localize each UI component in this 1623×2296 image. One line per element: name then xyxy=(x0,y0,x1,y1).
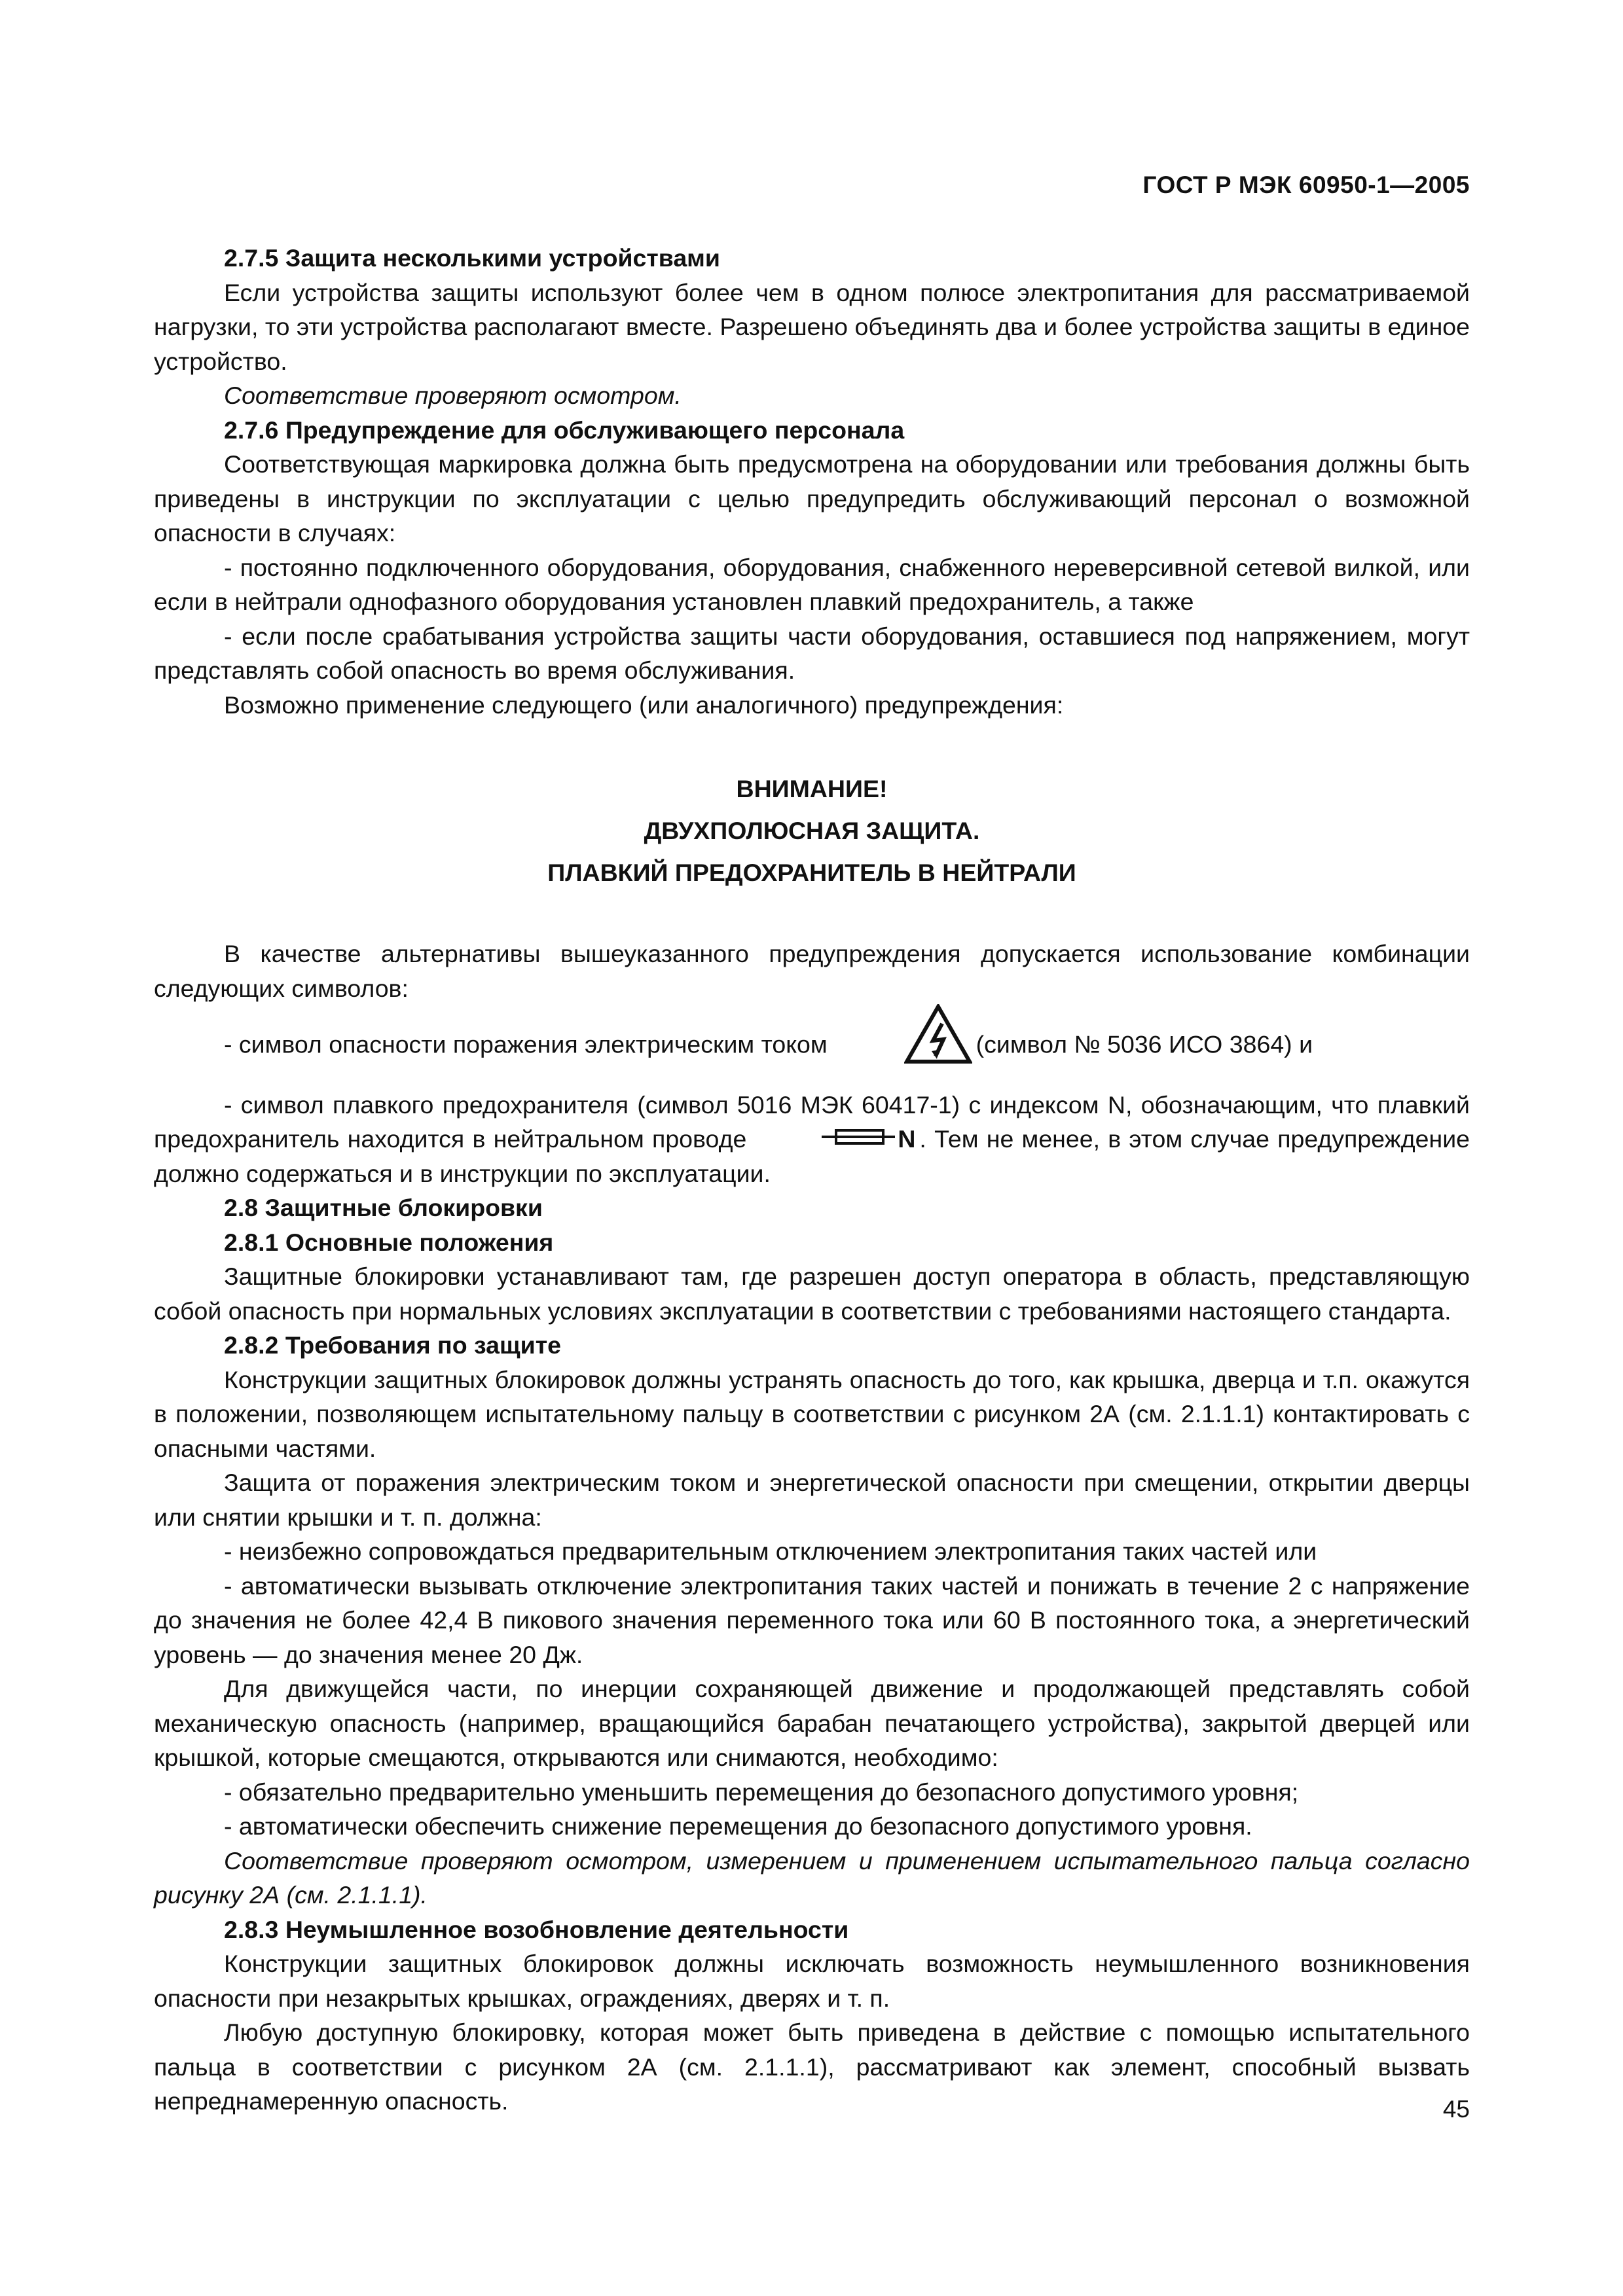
section-2-7-6-heading: 2.7.6 Предупреждение для обслуживающего персонала xyxy=(224,416,905,444)
section-2-8-heading: 2.8 Защитные блокировки xyxy=(224,1194,543,1221)
list-item: - неизбежно сопровождаться предварительным отключением электропитания таких частей или xyxy=(224,1537,1317,1565)
paragraph: Любую доступную блокировку, которая может быть приведена в действие с помощью испытательного пальца в соответствии с рисунком 2А (см. 2.1.1.1), рассматривают как элемент, способный вызвать непреднамеренную опасность. xyxy=(154,2018,1470,2115)
paragraph: Соответствующая маркировка должна быть предусмотрена на оборудовании или требования должны быть приведены в инструкции по эксплуатации с целью предупредить обслуживающий персонал о возможной опасности в случаях: xyxy=(154,450,1470,547)
list-item: - если после срабатывания устройства защиты части оборудования, оставшиеся под напряжением, могут представлять собой опасность во время обслуживания. xyxy=(154,622,1470,684)
section-2-8-3-heading: 2.8.3 Неумышленное возобновление деятельности xyxy=(224,1915,849,1943)
list-item: - автоматически вызывать отключение электропитания таких частей и понижать в течение 2 с напряжение до значения не более 42,4 В пикового значения переменного тока или 60 В постоянного тока, а энергетический уровень — до значения менее 20 Дж. xyxy=(154,1571,1470,1668)
paragraph: Возможно применение следующего (или аналогичного) предупреждения: xyxy=(224,691,1064,719)
paragraph: В качестве альтернативы вышеуказанного предупреждения допускается использование комбинации следующих символов: xyxy=(154,940,1470,1002)
paragraph: Защита от поражения электрическим током и энергетической опасности при смещении, открытии дверцы или снятии крышки и т. п. должна: xyxy=(154,1469,1470,1531)
compliance-note: Соответствие проверяют осмотром. xyxy=(224,382,682,409)
document-page xyxy=(154,0,1470,2296)
high-voltage-warning-icon xyxy=(834,1004,972,1073)
paragraph: Для движущейся части, по инерции сохраняющей движение и продолжающей представлять собой механическую опасность (например, вращающийся барабан печатающего устройства), закрытой дверцей или крышкой, которые смещаются, открываются или снимаются, необходимо: xyxy=(154,1675,1470,1771)
page-number: 45 xyxy=(1442,2096,1470,2123)
fuse-icon xyxy=(752,1121,898,1156)
fuse-symbol-text: - символ плавкого предохранителя (символ 5016 МЭК 60417-1) с индексом N, обозначающим, что плавкий предохранитель находится в нейтральном проводе xyxy=(154,1090,1470,1153)
document-body xyxy=(154,241,1470,2119)
list-item-hv-symbol xyxy=(154,1020,1470,1073)
list-item-fuse-symbol xyxy=(154,1088,1470,1191)
hv-symbol-text: - символ опасности поражения электрическим током xyxy=(224,1030,828,1058)
document-header: ГОСТ Р МЭК 60950-1—2005 xyxy=(1142,171,1470,198)
section-2-8-2-heading: 2.8.2 Требования по защите xyxy=(224,1331,561,1359)
hv-symbol-ref: (символ № 5036 ИСО 3864) и xyxy=(976,1030,1313,1058)
paragraph: Защитные блокировки устанавливают там, где разрешен доступ оператора в область, представляющую собой опасность при нормальных условиях эксплуатации в соответствии с требованиями настоящего стандарта. xyxy=(154,1263,1470,1325)
paragraph: Если устройства защиты используют более чем в одном полюсе электропитания для рассматриваемой нагрузки, то эти устройства располагают вместе. Разрешено объединять два и более устройства защиты в единое устройство. xyxy=(154,278,1470,375)
neutral-index-label: N xyxy=(898,1125,916,1153)
compliance-note: Соответствие проверяют осмотром, измерением и применением испытательного пальца согласно рисунку 2А (см. 2.1.1.1). xyxy=(154,1846,1470,1909)
list-item: - обязательно предварительно уменьшить перемещения до безопасного допустимого уровня; xyxy=(224,1778,1299,1806)
list-item: - автоматически обеспечить снижение перемещения до безопасного допустимого уровня. xyxy=(224,1812,1252,1840)
paragraph: Конструкции защитных блокировок должны исключать возможность неумышленного возникновения опасности при незакрытых крышках, ограждениях, дверях и т. п. xyxy=(154,1950,1470,2012)
warning-line: ДВУХПОЛЮСНАЯ ЗАЩИТА. xyxy=(644,817,980,844)
warning-line: ВНИМАНИЕ! xyxy=(736,775,888,802)
list-item: - постоянно подключенного оборудования, оборудования, снабженного нереверсивной сетевой вилкой, или если в нейтрали однофазного оборудования установлен плавкий предохранитель, а также xyxy=(154,553,1470,615)
fuse-symbol-text-end: . Тем не менее, в этом случае предупреждение должно содержаться и в инструкции по эксплуатации. xyxy=(154,1125,1470,1187)
warning-line: ПЛАВКИЙ ПРЕДОХРАНИТЕЛЬ В НЕЙТРАЛИ xyxy=(547,859,1076,886)
paragraph: Конструкции защитных блокировок должны устранять опасность до того, как крышка, дверца и т.п. окажутся в положении, позволяющем испытательному пальцу в соответствии с рисунком 2А (см. 2.1.1.1) контактировать с опасными частями. xyxy=(154,1365,1470,1462)
section-2-7-5-heading: 2.7.5 Защита несколькими устройствами xyxy=(224,244,720,272)
section-2-8-1-heading: 2.8.1 Основные положения xyxy=(224,1228,554,1256)
warning-block xyxy=(154,768,1470,893)
